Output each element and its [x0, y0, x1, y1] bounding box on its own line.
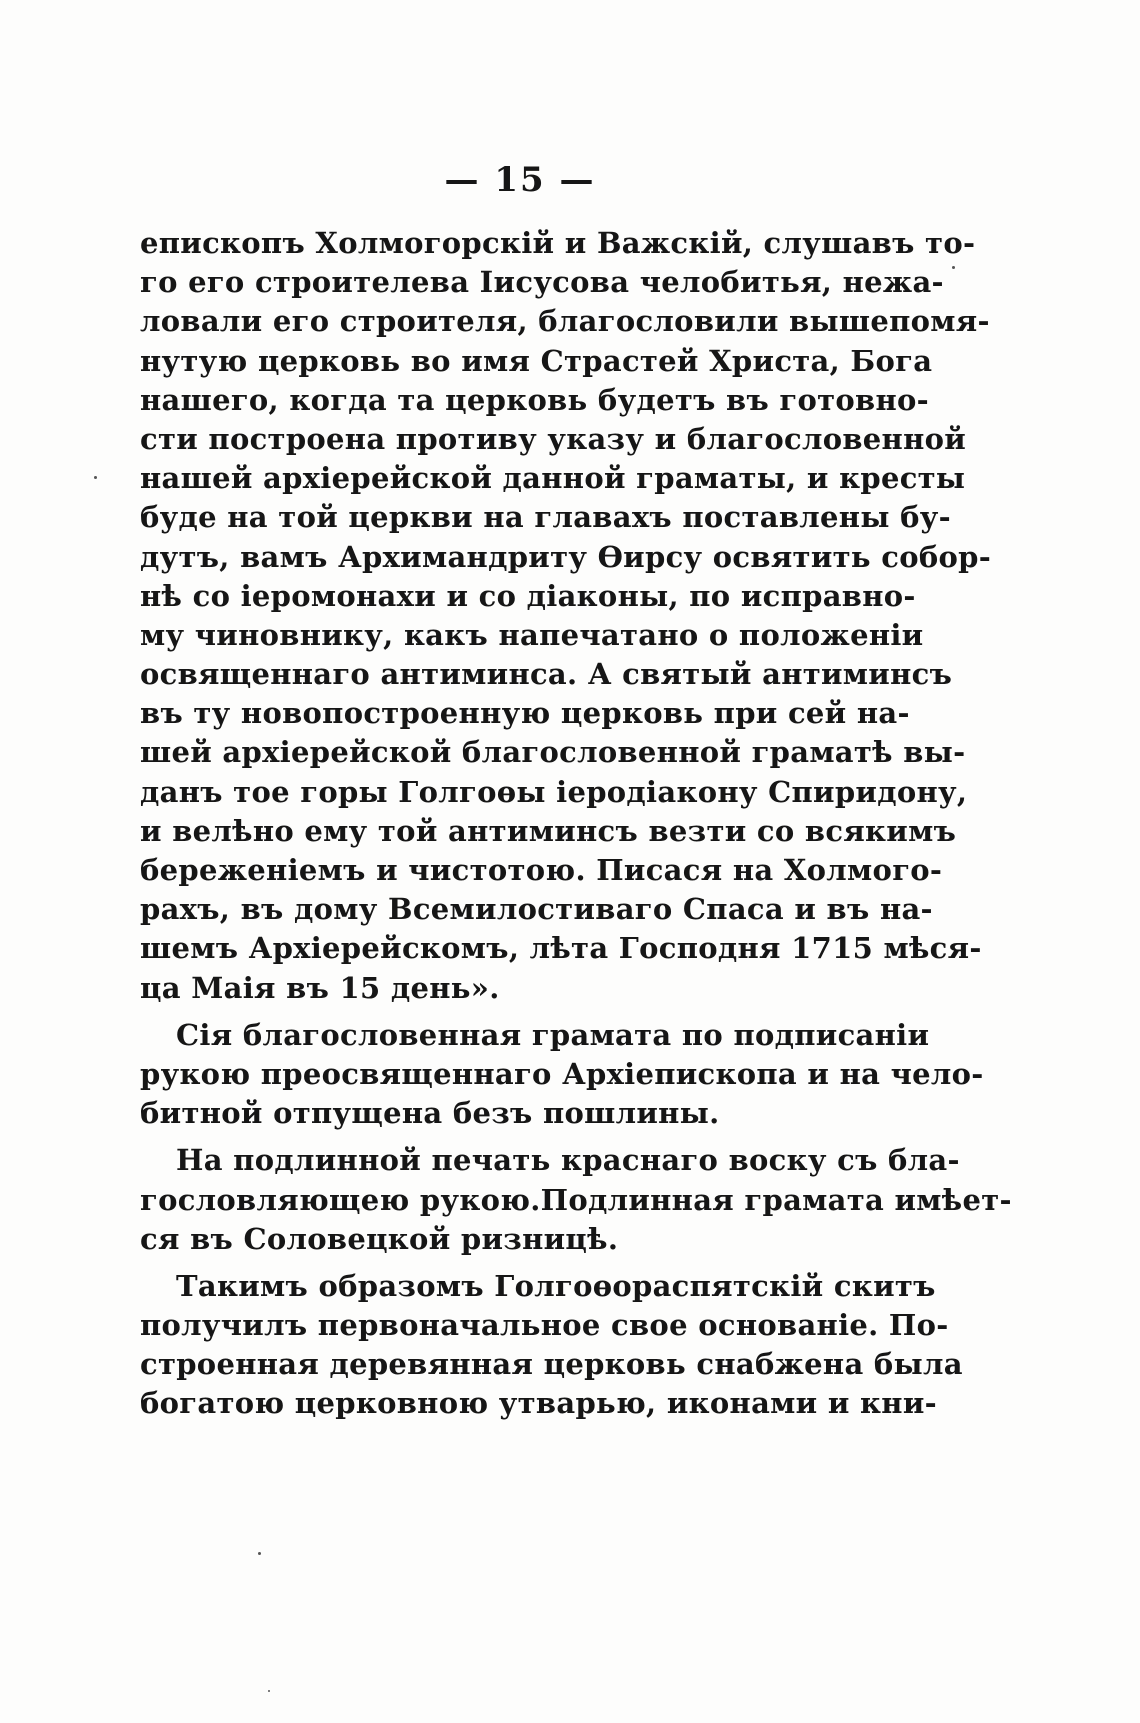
scan-speck — [258, 1552, 261, 1555]
text-line: рахъ, въ дому Всемилостиваго Спаса и въ на- — [140, 892, 933, 927]
text-line: данъ тое горы Голгоөы іеродіакону Спиридону, — [140, 774, 968, 809]
paragraph-4 — [140, 1267, 963, 1424]
text-line: буде на той церкви на главахъ поставлены бу- — [140, 500, 951, 535]
text-line: Такимъ образомъ Голгоөораспятскій скитъ — [176, 1268, 936, 1303]
body-text — [140, 224, 1012, 1424]
scan-speck — [268, 1690, 270, 1692]
text-line: богатою церковною утварью, иконами и кни- — [140, 1386, 937, 1421]
text-line: Сія благословенная грамата по подписаніи — [176, 1017, 930, 1052]
text-line: ся въ Соловецкой ризницѣ. — [140, 1221, 619, 1256]
text-line: нашего, когда та церковь будетъ въ готовно- — [140, 382, 930, 417]
text-line: въ ту новопостроенную церковь при сей на- — [140, 696, 910, 731]
paragraph-2 — [140, 1016, 984, 1134]
text-line: нутую церковь во имя Страстей Христа, Бога — [140, 343, 933, 378]
text-line: освященнаго антиминса. А святый антиминсъ — [140, 657, 953, 692]
text-line: битной отпущена безъ пошлины. — [140, 1096, 720, 1131]
text-line: ловали его строителя, благословили вышепомя- — [140, 304, 990, 339]
text-line: ца Маія въ 15 день». — [140, 970, 500, 1005]
text-line: На подлинной печать краснаго воску съ бла- — [176, 1143, 960, 1178]
text-line: нѣ со іеромонахи и со діаконы, по исправно- — [140, 578, 916, 613]
text-line: и велѣно ему той антиминсъ везти со всякимъ — [140, 813, 957, 848]
page-number: — 15 — — [444, 160, 596, 200]
text-line: сти построена противу указу и благословенной — [140, 421, 967, 456]
text-line: нашей архіерейской данной граматы, и кресты — [140, 461, 966, 496]
text-line: береженіемъ и чистотою. Писася на Холмого- — [140, 853, 943, 887]
text-line: получилъ первоначальное свое основаніе. По- — [140, 1308, 949, 1343]
text-line: рукою преосвященнаго Архіепископа и на чело- — [140, 1056, 984, 1091]
text-line: епископъ Холмогорскій и Важскій, слушавъ то- — [140, 226, 976, 260]
text-line: шей архіерейской благословенной граматѣ вы- — [140, 735, 966, 770]
text-line: дутъ, вамъ Архимандриту Өирсу освятить собор- — [140, 539, 992, 574]
text-line: гословляющею рукою.Подлинная грамата имѣет- — [140, 1182, 1012, 1217]
paragraph-1 — [140, 224, 992, 1008]
scan-speck — [952, 266, 955, 269]
paragraph-3 — [140, 1141, 1012, 1259]
text-line: шемъ Архіерейскомъ, лѣта Господня 1715 мѣся- — [140, 931, 982, 966]
scan-speck — [94, 476, 97, 479]
text-line: строенная деревянная церковь снабжена была — [140, 1347, 963, 1382]
text-line: го его строителева Іисусова челобитья, нежа- — [140, 265, 944, 300]
text-line: му чиновнику, какъ напечатано о положеніи — [140, 617, 924, 652]
